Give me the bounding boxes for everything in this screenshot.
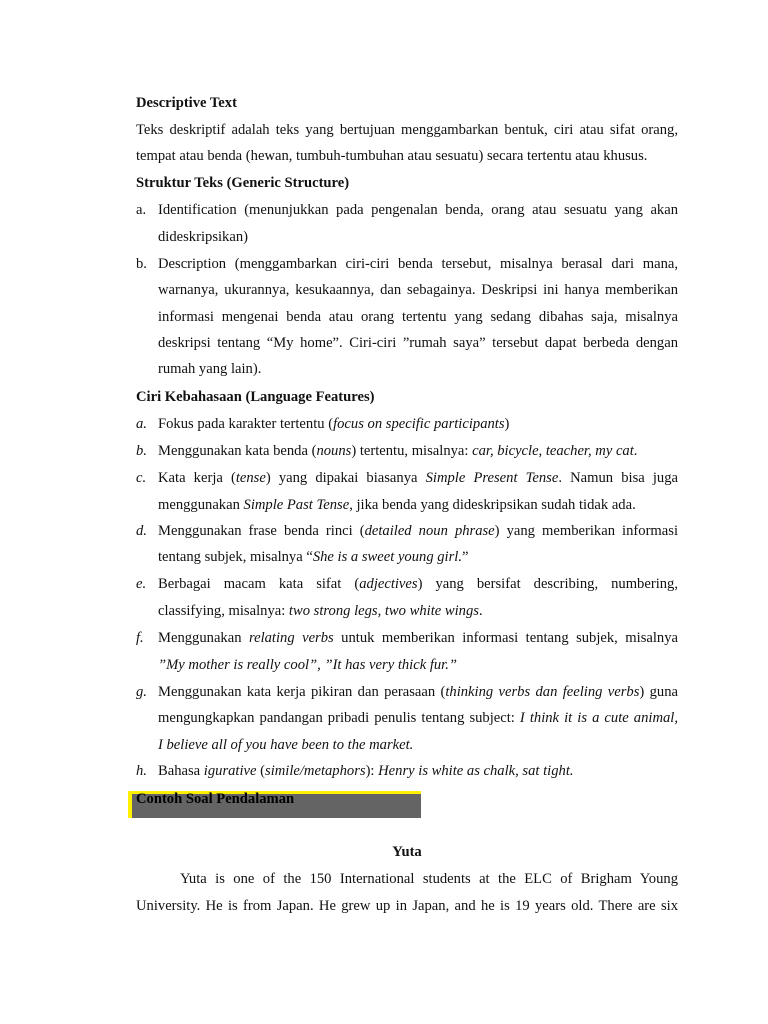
story-line-2: University. He is from Japan. He grew up in Japan, and he is 19 years old. There are six: [136, 898, 678, 914]
structure-b-line-5: rumah yang lain).: [158, 361, 262, 377]
feature-f-line-1: Menggunakan relating verbs untuk memberikan informasi tentang subjek, misalnya: [158, 630, 678, 646]
structure-heading: Struktur Teks (Generic Structure): [136, 175, 350, 191]
feature-c-line-2: menggunakan Simple Past Tense, jika benda yang dideskripsikan sudah tidak ada.: [158, 497, 636, 513]
feature-e-marker: e.: [136, 576, 147, 592]
feature-c-marker: c.: [136, 470, 147, 486]
document-heading: Descriptive Text: [136, 95, 237, 111]
structure-b-line-1: Description (menggambarkan ciri-ciri benda tersebut, misalnya berasal dari mana,: [158, 256, 678, 272]
feature-a-marker: a.: [136, 416, 147, 432]
intro-line-2: tempat atau benda (hewan, tumbuh-tumbuhan atau sesuatu) secara tertentu atau khusus.: [136, 148, 648, 164]
feature-a-line-1: Fokus pada karakter tertentu (focus on specific participants): [158, 416, 510, 432]
structure-a-line-1: Identification (menunjukkan pada pengenalan benda, orang atau sesuatu yang akan: [158, 202, 678, 218]
structure-a-marker: a.: [136, 202, 147, 218]
feature-g-marker: g.: [136, 684, 147, 700]
feature-g-line-1: Menggunakan kata kerja pikiran dan perasaan (thinking verbs dan feeling verbs) guna: [158, 684, 678, 700]
feature-g-line-2: mengungkapkan pandangan pribadi penulis tentang subject: I think it is a cute animal,: [158, 710, 678, 726]
feature-c-line-1: Kata kerja (tense) yang dipakai biasanya Simple Present Tense. Namun bisa juga: [158, 470, 678, 486]
story-title: Yuta: [392, 844, 422, 860]
structure-b-marker: b.: [136, 256, 147, 272]
intro-line-1: Teks deskriptif adalah teks yang bertujuan menggambarkan bentuk, ciri atau sifat orang,: [136, 122, 678, 138]
feature-g-line-3: I believe all of you have been to the market.: [158, 737, 414, 753]
feature-d-line-2: tentang subjek, misalnya “She is a sweet young girl.”: [158, 549, 469, 565]
feature-h-marker: h.: [136, 763, 147, 779]
structure-b-line-2: warnanya, ukurannya, kesukaannya, dan sebagainya. Deskripsi ini hanya memberikan: [158, 282, 678, 298]
feature-b-line-1: Menggunakan kata benda (nouns) tertentu, misalnya: car, bicycle, teacher, my cat.: [158, 443, 638, 459]
feature-e-line-1: Berbagai macam kata sifat (adjectives) yang bersifat describing, numbering,: [158, 576, 678, 592]
feature-e-line-2: classifying, misalnya: two strong legs, two white wings.: [158, 603, 483, 619]
feature-f-line-2: ”My mother is really cool”, ”It has very thick fur.”: [158, 657, 458, 673]
feature-h-line-1: Bahasa igurative (simile/metaphors): Henry is white as chalk, sat tight.: [158, 763, 574, 779]
structure-a-line-2: dideskripsikan): [158, 229, 248, 245]
feature-d-line-1: Menggunakan frase benda rinci (detailed noun phrase) yang memberikan informasi: [158, 523, 678, 539]
features-heading: Ciri Kebahasaan (Language Features): [136, 389, 375, 405]
structure-b-line-4: deskripsi tentang “My home”. Ciri-ciri ”rumah saya” tersebut dapat berbeda dengan: [158, 335, 678, 351]
feature-d-marker: d.: [136, 523, 147, 539]
highlight-heading: Contoh Soal Pendalaman: [136, 791, 295, 807]
feature-f-marker: f.: [136, 630, 144, 646]
feature-b-marker: b.: [136, 443, 147, 459]
structure-b-line-3: informasi mengenai benda atau orang tertentu yang sedang dibahas saja, misalnya: [158, 309, 678, 325]
story-line-1: Yuta is one of the 150 International students at the ELC of Brigham Young: [180, 871, 678, 887]
